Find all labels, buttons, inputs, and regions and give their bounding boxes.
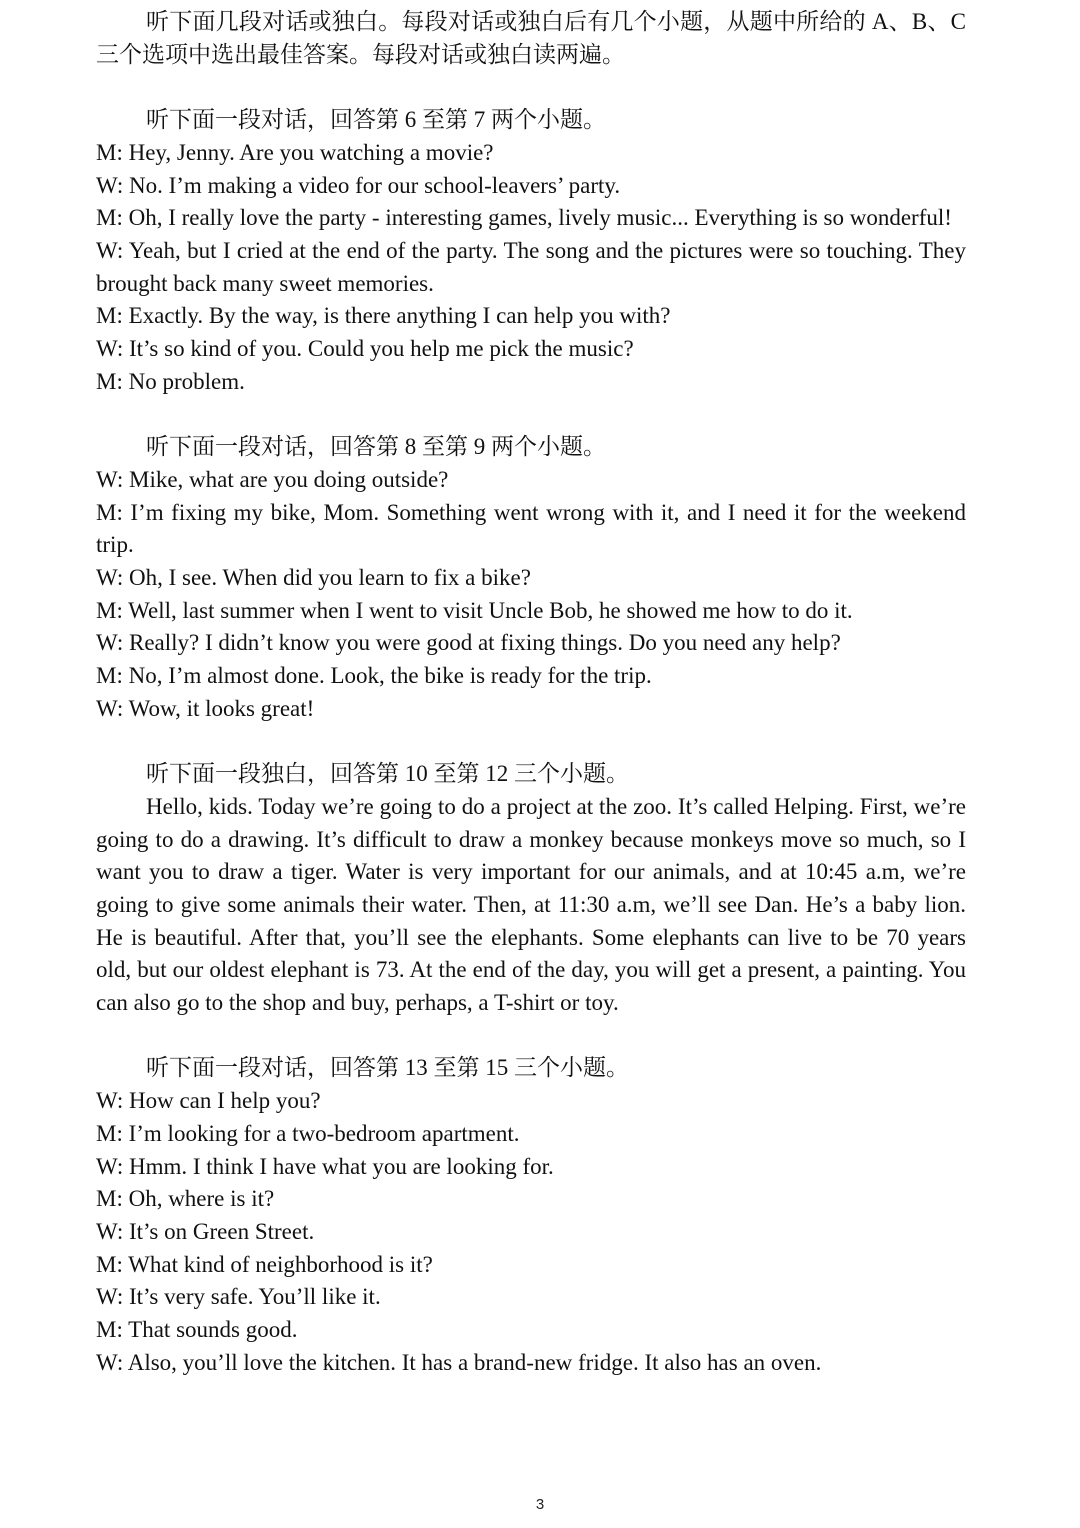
dialogue-line: M: That sounds good.: [96, 1317, 298, 1343]
dialogue-line: M: Exactly. By the way, is there anything I can help you with?: [96, 303, 671, 329]
section-heading-2: 听下面一段对话，回答第 8 至第 9 两个小题。: [146, 434, 606, 460]
page-number: 3: [535, 1496, 545, 1513]
section-heading-3: 听下面一段独白，回答第 10 至第 12 三个小题。: [146, 761, 629, 787]
dialogue-line: W: It’s on Green Street.: [96, 1218, 315, 1244]
dialogue-line: M: Hey, Jenny. Are you watching a movie?: [96, 139, 494, 165]
dialogue-line: W: Yeah, but I cried at the end of the party. The song and the pictures were so touching. They brought back many sweet memories.: [96, 237, 966, 296]
dialogue-line: W: No. I’m making a video for our school-leavers’ party.: [96, 172, 621, 198]
dialogue-line: W: Hmm. I think I have what you are looking for.: [96, 1153, 554, 1179]
dialogue-line: M: Oh, I really love the party - interesting games, lively music... Everything is so wonderful!: [96, 205, 952, 231]
dialogue-line: W: Oh, I see. When did you learn to fix a bike?: [96, 564, 531, 590]
dialogue-line: M: What kind of neighborhood is it?: [96, 1251, 433, 1277]
dialogue-line: W: It’s so kind of you. Could you help me pick the music?: [96, 336, 634, 362]
dialogue-line: M: Well, last summer when I went to visit Uncle Bob, he showed me how to do it.: [96, 597, 853, 623]
spacer: [96, 725, 966, 758]
dialogue-line: M: I’m looking for a two-bedroom apartment.: [96, 1120, 520, 1146]
dialogue-line: M: I’m fixing my bike, Mom. Something went wrong with it, and I need it for the weekend trip.: [96, 499, 966, 558]
dialogue-line: W: Also, you’ll love the kitchen. It has a brand-new fridge. It also has an oven.: [96, 1349, 822, 1375]
spacer: [96, 71, 966, 104]
dialogue-line: W: Mike, what are you doing outside?: [96, 466, 449, 492]
spacer: [96, 398, 966, 431]
section-heading-1: 听下面一段对话，回答第 6 至第 7 两个小题。: [146, 107, 606, 133]
instructions: 听下面几段对话或独白。每段对话或独白后有几个小题，从题中所给的 A、B、C 三个选项中选出最佳答案。每段对话或独白读两遍。: [96, 9, 966, 67]
spacer: [96, 1020, 966, 1053]
monologue-paragraph: Hello, kids. Today we’re going to do a project at the zoo. It’s called Helping. First, we’re going to do a drawing. It’s difficult to draw a monkey because monkeys move so much, so I want you to draw a tiger. Water is very important for our animals, and at 10:45 a.m, we’re going to give some animals their water. Then, at 11:30 a.m, we’ll see Dan. He’s a baby lion. He is beautiful. After that, you’ll see the elephants. Some elephants can live to be 70 years old, but our oldest elephant is 73. At the end of the day, you will get a present, a painting. You can also go to the shop and buy, perhaps, a T-shirt or toy.: [96, 793, 966, 1016]
dialogue-line: W: Really? I didn’t know you were good at fixing things. Do you need any help?: [96, 630, 841, 656]
dialogue-line: W: It’s very safe. You’ll like it.: [96, 1284, 381, 1310]
dialogue-line: M: Oh, where is it?: [96, 1186, 275, 1212]
section-heading-4: 听下面一段对话，回答第 13 至第 15 三个小题。: [146, 1055, 629, 1081]
dialogue-line: M: No, I’m almost done. Look, the bike is ready for the trip.: [96, 663, 652, 689]
dialogue-line: M: No problem.: [96, 368, 245, 394]
dialogue-line: W: Wow, it looks great!: [96, 695, 315, 721]
document-page: [96, 6, 966, 1379]
dialogue-line: W: How can I help you?: [96, 1088, 321, 1114]
